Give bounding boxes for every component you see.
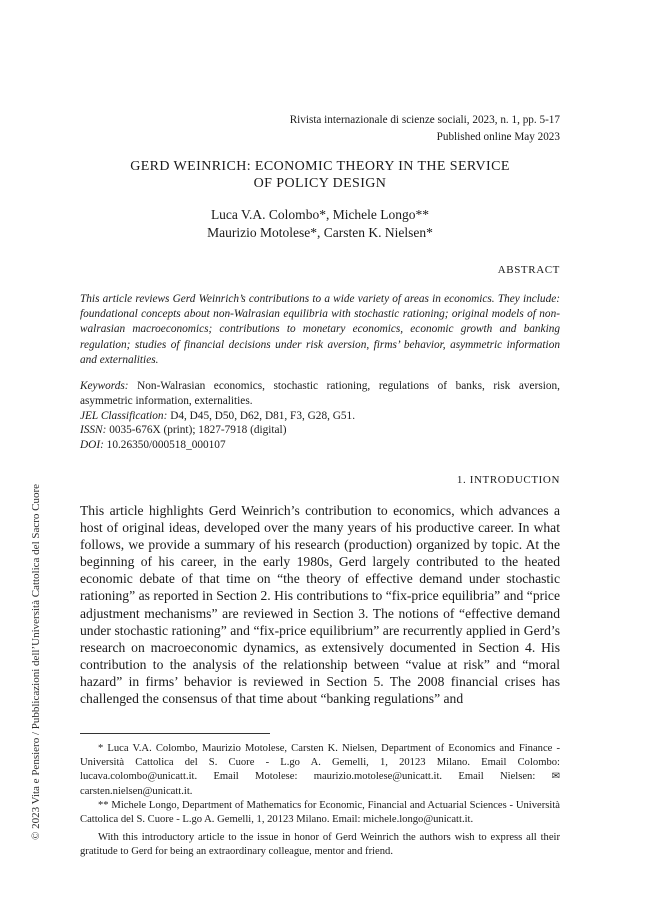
issn-label: ISSN: (80, 424, 107, 437)
jel-value: D4, D45, D50, D62, D81, F3, G28, G51. (170, 409, 356, 422)
jel-label: JEL Classification: (80, 409, 168, 422)
footnote-1-text: * Luca V.A. Colombo, Maurizio Motolese, Carsten K. Nielsen, Department of Economics and Finance - Università Cattolica del S. Cuore - L.go A. Gemelli, 1, 20123 Milano. Email Colombo: lucava.colombo@unicatt.it. Email Motolese: maurizio.motolese@unicatt.it. Email Nielsen: (80, 743, 560, 783)
doi (80, 438, 560, 453)
keywords (80, 379, 560, 409)
body-paragraph: This article highlights Gerd Weinrich’s contribution to economics, which advances a host of original ideas, developed over the many years of his productive career. In what follows, we provide a summary of his research (production) organized by topic. At the beginning of his career, in the early 1980s, Gerd largely contributed to the heated economic debate of that time on “the theory of effective demand under stochastic rationing” as reported in Section 2. His contributions to “fix-price equilibria” and “price adjustment mechanisms” are reviewed in Section 3. The notions of “effective demand under stochastic rationing” and “fix-price equilibrium” are recurrently applied in Gerd’s research on macroeconomic dynamics, as extensively documented in Section 4. His contribution to the analysis of the relationship between “value at risk” and “moral hazard” in firms’ behavior is reviewed in Section 5. The 2008 financial crises has challenged the consensus of that time about “banking regulations” and (80, 503, 560, 707)
authors (80, 206, 560, 242)
envelope-icon: ✉ (551, 771, 560, 783)
section-heading: 1. INTRODUCTION (456, 474, 560, 486)
doi-value: 10.26350/000518_000107 (106, 439, 226, 452)
publication-date: Published online May 2023 (436, 131, 560, 143)
footnote-2: ** Michele Longo, Department of Mathematics for Economic, Financial and Actuarial Sciences - Università Cattolica del S. Cuore - L.go A. Gemelli, 1, 20123 Milano. Email: michele.longo@unicatt.it. (80, 799, 560, 826)
jel-classification (80, 409, 560, 424)
footnotes (80, 742, 560, 860)
journal-citation: Rivista internazionale di scienze sociali, 2023, n. 1, pp. 5-17 (289, 114, 560, 126)
keywords-value: Non-Walrasian economics, stochastic rationing, regulations of banks, risk aversion, asymmetric information, externalities. (80, 380, 560, 407)
footnote-1 (80, 742, 560, 799)
side-copyright: © 2023 Vita e Pensiero / Pubblicazioni dell’Università Cattolica del Sacro Cuore (30, 483, 42, 840)
journal-header (160, 112, 560, 146)
footnote-1-email: carsten.nielsen@unicatt.it. (80, 785, 193, 797)
authors-line-2: Maurizio Motolese*, Carsten K. Nielsen* (207, 225, 433, 240)
doi-label: DOI: (80, 439, 104, 452)
issn-value: 0035-676X (print); 1827-7918 (digital) (109, 424, 287, 437)
footnote-divider (80, 733, 270, 734)
footnote-3: With this introductory article to the issue in honor of Gerd Weinrich the authors wish to express all their gratitude to Gerd for being an extraordinary colleague, mentor and friend. (80, 832, 560, 858)
keywords-label: Keywords: (80, 380, 129, 392)
issn (80, 423, 560, 438)
title-line-1: GERD WEINRICH: ECONOMIC THEORY IN THE SERVICE (130, 159, 510, 174)
abstract-text: This article reviews Gerd Weinrich’s contributions to a wide variety of areas in economics. They include: foundational concepts about non-Walrasian equilibria with stochastic rationing; original models of non-walrasian macroeconomics; contributions to monetary economics, economic growth and banking regulation; studies of financial decisions under risk aversion, firms’ behavior, asymmetric information and externalities. (80, 293, 560, 366)
article-title (80, 158, 560, 192)
article-metadata (80, 379, 560, 453)
abstract-heading: ABSTRACT (497, 264, 560, 276)
authors-line-1: Luca V.A. Colombo*, Michele Longo** (210, 207, 430, 222)
title-line-2: OF POLICY DESIGN (253, 176, 387, 191)
